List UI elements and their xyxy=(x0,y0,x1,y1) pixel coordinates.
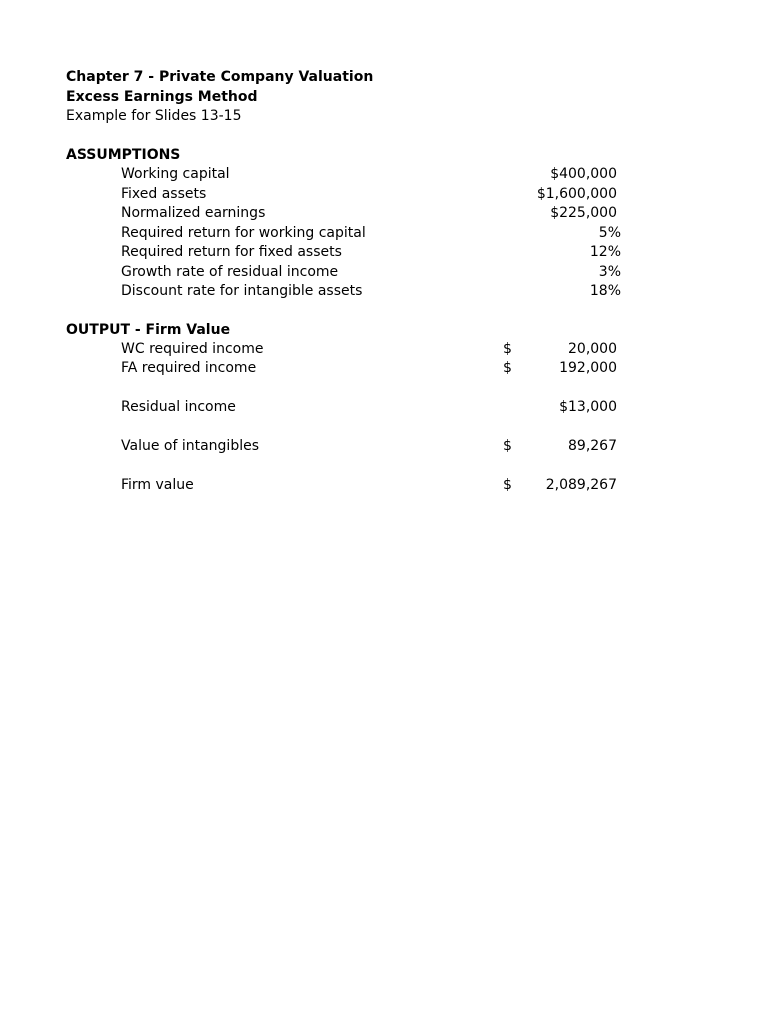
assumption-label-working-capital: Working capital xyxy=(121,166,230,182)
output-currency-value-of-intangibles: $ xyxy=(503,438,512,454)
output-value-value-of-intangibles: 89,267 xyxy=(568,438,617,454)
assumption-value-return-fixed-assets: 12% xyxy=(589,244,621,260)
output-label-wc-required-income: WC required income xyxy=(121,341,264,357)
output-currency-fa-required-income: $ xyxy=(503,360,512,376)
example-note: Example for Slides 13-15 xyxy=(66,108,242,124)
assumption-value-return-working-capital: 5% xyxy=(598,225,621,241)
output-value-firm-value: 2,089,267 xyxy=(545,477,617,493)
assumption-value-fixed-assets: $1,600,000 xyxy=(536,186,617,202)
output-label-value-of-intangibles: Value of intangibles xyxy=(121,438,260,454)
output-value-residual-income: $13,000 xyxy=(559,399,617,415)
assumption-label-growth-rate: Growth rate of residual income xyxy=(121,264,339,280)
output-value-wc-required-income: 20,000 xyxy=(568,341,617,357)
assumption-label-fixed-assets: Fixed assets xyxy=(121,186,207,202)
page-subtitle: Excess Earnings Method xyxy=(66,89,258,105)
output-label-residual-income: Residual income xyxy=(121,399,236,415)
assumption-value-growth-rate: 3% xyxy=(598,264,621,280)
assumption-label-discount-rate: Discount rate for intangible assets xyxy=(121,283,363,299)
output-currency-wc-required-income: $ xyxy=(503,341,512,357)
assumption-value-discount-rate: 18% xyxy=(589,283,621,299)
output-heading: OUTPUT - Firm Value xyxy=(66,322,231,338)
page-title: Chapter 7 - Private Company Valuation xyxy=(66,69,374,85)
assumption-value-working-capital: $400,000 xyxy=(550,166,617,182)
assumption-value-normalized-earnings: $225,000 xyxy=(550,205,617,221)
assumptions-heading: ASSUMPTIONS xyxy=(66,147,181,163)
output-currency-firm-value: $ xyxy=(503,477,512,493)
assumption-label-return-fixed-assets: Required return for fixed assets xyxy=(121,244,342,260)
output-label-fa-required-income: FA required income xyxy=(121,360,257,376)
output-label-firm-value: Firm value xyxy=(121,477,194,493)
assumption-label-return-working-capital: Required return for working capital xyxy=(121,225,366,241)
output-value-fa-required-income: 192,000 xyxy=(559,360,617,376)
assumption-label-normalized-earnings: Normalized earnings xyxy=(121,205,266,221)
